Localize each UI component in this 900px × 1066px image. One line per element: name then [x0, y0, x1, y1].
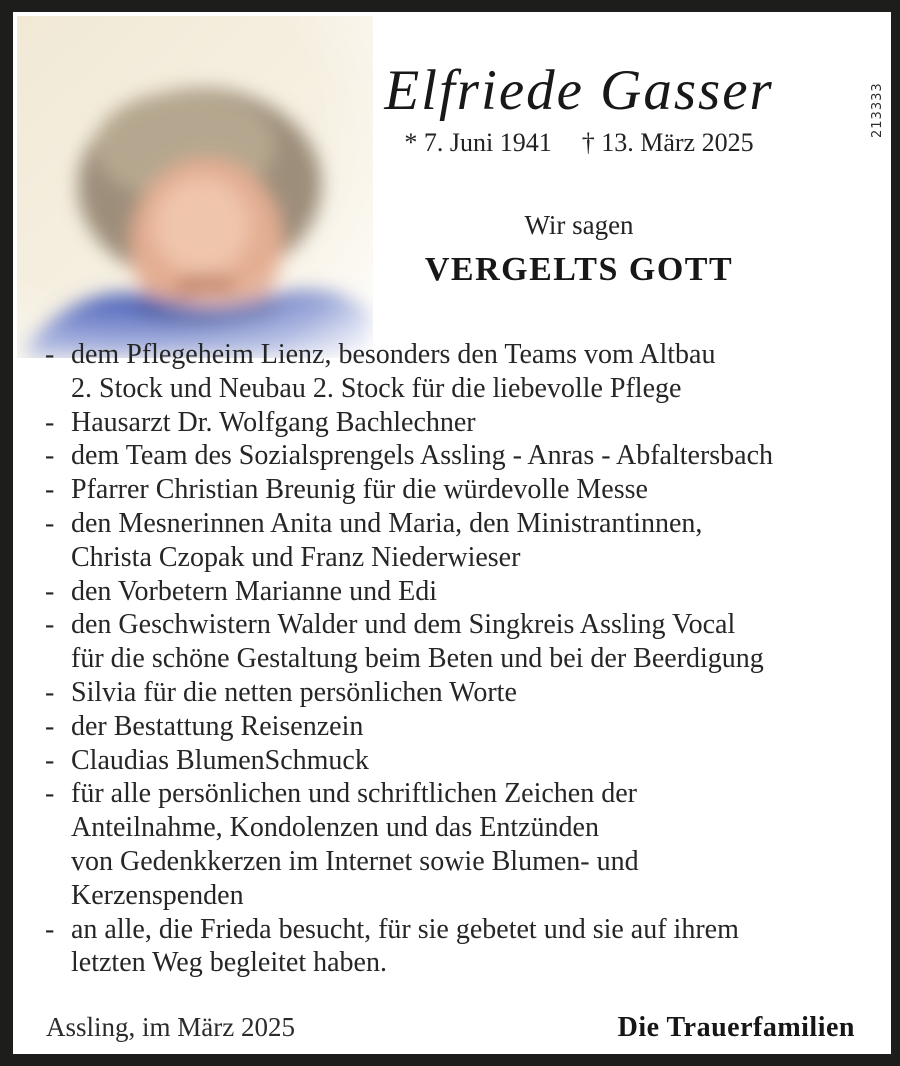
item-dash: -: [45, 339, 55, 370]
thanks-item: [45, 744, 873, 778]
notice-content: [13, 12, 891, 1054]
item-line: den Geschwistern Walder und dem Singkreis Assling Vocal: [71, 609, 736, 641]
item-line: den Vorbetern Marianne und Edi: [71, 575, 437, 607]
thanks-item: [45, 710, 873, 744]
thanks-item: [45, 777, 873, 912]
item-line: an alle, die Frieda besucht, für sie gebetet und sie auf ihrem: [71, 913, 739, 945]
thanks-item: [45, 507, 873, 575]
item-dash: -: [45, 474, 55, 506]
item-dash: -: [45, 778, 55, 810]
header-block: [333, 60, 825, 158]
thanks-item: [45, 575, 873, 609]
item-lines: [71, 439, 873, 473]
thanks-list: [45, 338, 873, 980]
intro-block: [333, 210, 825, 289]
item-lines: [71, 507, 873, 575]
item-line: der Bestattung Reisenzein: [71, 710, 364, 742]
portrait-photo-graphic: [17, 16, 373, 358]
item-dash: -: [45, 575, 55, 607]
item-dash: -: [45, 406, 55, 438]
item-dash: -: [45, 710, 55, 742]
life-dates: [333, 128, 825, 158]
item-line: Silvia für die netten persönlichen Worte: [71, 676, 517, 708]
death-date: † 13. März 2025: [581, 128, 754, 157]
thanks-item: [45, 473, 873, 507]
portrait-photo: [17, 16, 373, 358]
item-lines: [71, 338, 873, 406]
thanks-item: [45, 913, 873, 981]
item-line: Anteilnahme, Kondolenzen und das Entzünden: [71, 812, 599, 844]
deceased-name: Elfriede Gasser: [384, 59, 774, 122]
thanks-item: [45, 676, 873, 710]
press-id-number: 213333: [870, 82, 885, 138]
item-line: dem Pflegeheim Lienz, besonders den Teams vom Altbau: [71, 339, 716, 370]
item-dash: -: [45, 440, 55, 472]
item-lines: [71, 575, 873, 609]
item-dash: -: [45, 744, 55, 776]
item-dash: -: [45, 913, 55, 945]
item-line: letzten Weg begleitet haben.: [71, 947, 387, 979]
item-line: für die schöne Gestaltung beim Beten und bei der Beerdigung: [71, 643, 764, 675]
thanks-item: [45, 439, 873, 473]
item-dash: -: [45, 676, 55, 708]
item-line: 2. Stock und Neubau 2. Stock für die liebevolle Pflege: [71, 372, 682, 404]
item-lines: [71, 406, 873, 440]
item-lines: [71, 913, 873, 981]
item-line: dem Team des Sozialsprengels Assling - Anras - Abfaltersbach: [71, 440, 774, 472]
item-line: Christa Czopak und Franz Niederwieser: [71, 541, 521, 573]
item-lines: [71, 608, 873, 676]
thanks-item: [45, 608, 873, 676]
intro-lead: Wir sagen: [524, 210, 634, 240]
item-line: Kerzenspenden: [71, 879, 244, 911]
signature: Die Trauerfamilien: [617, 1012, 855, 1043]
item-dash: -: [45, 507, 55, 539]
item-line: für alle persönlichen und schriftlichen Zeichen der: [71, 778, 637, 810]
footer: [46, 1012, 855, 1044]
place-date: Assling, im März 2025: [46, 1012, 295, 1042]
intro-headline: VERGELTS GOTT: [424, 251, 734, 288]
item-lines: [71, 744, 873, 778]
item-lines: [71, 473, 873, 507]
item-line: Pfarrer Christian Breunig für die würdevolle Messe: [71, 474, 648, 506]
thanks-item: [45, 338, 873, 406]
item-lines: [71, 777, 873, 912]
birth-date: * 7. Juni 1941: [404, 128, 552, 157]
item-dash: -: [45, 609, 55, 641]
item-lines: [71, 710, 873, 744]
thanks-item: [45, 406, 873, 440]
item-line: Hausarzt Dr. Wolfgang Bachlechner: [71, 406, 476, 438]
item-line: Claudias BlumenSchmuck: [71, 744, 369, 776]
item-line: von Gedenkkerzen im Internet sowie Blumen- und: [71, 845, 639, 877]
item-line: den Mesnerinnen Anita und Maria, den Ministrantinnen,: [71, 507, 703, 539]
item-lines: [71, 676, 873, 710]
